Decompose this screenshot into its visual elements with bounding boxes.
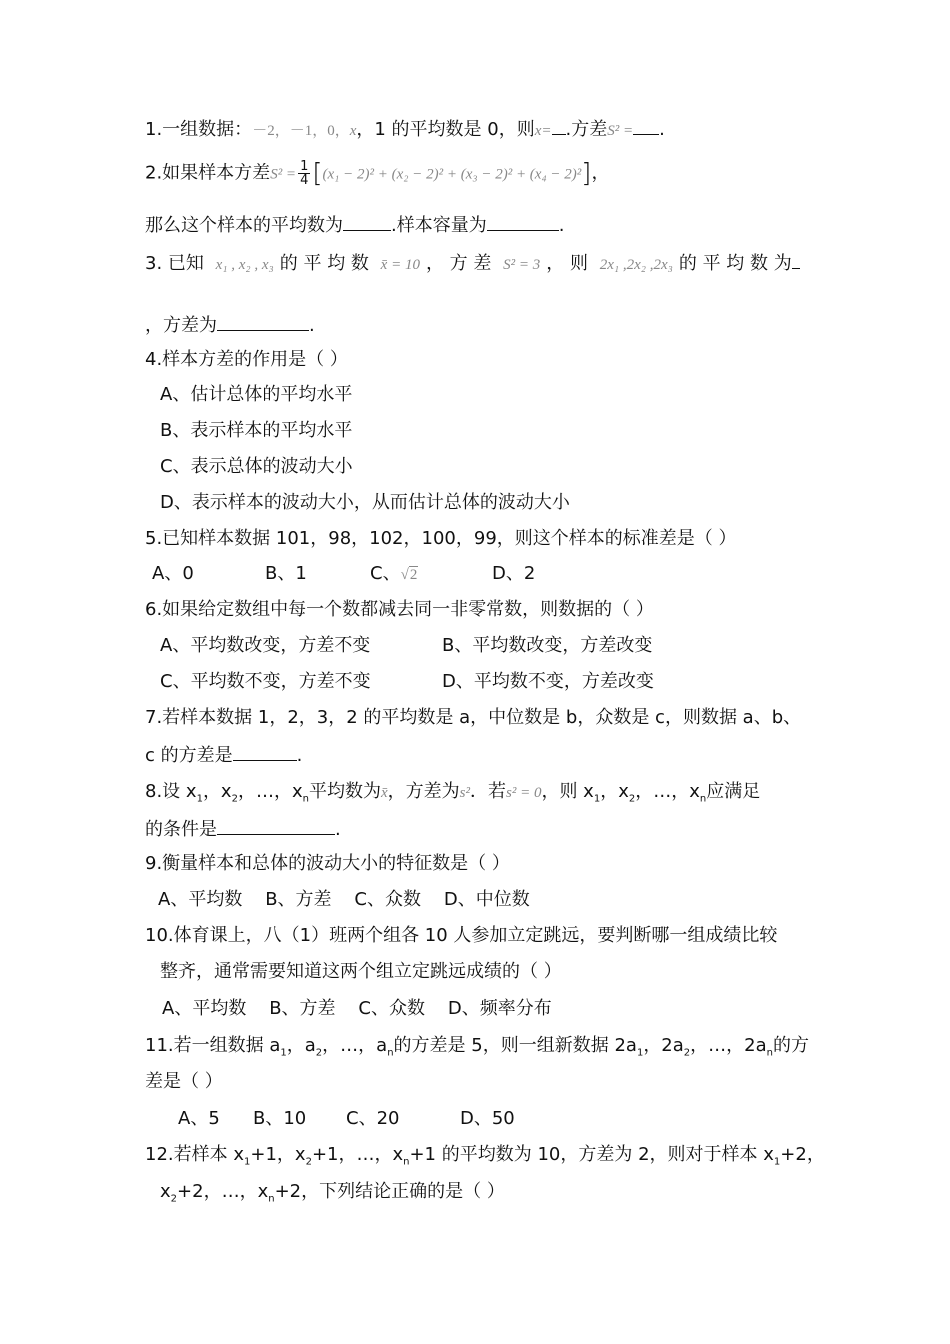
q12-l2a: x	[160, 1181, 171, 1202]
q11-line2: 差是（ ）	[145, 1071, 223, 1092]
q6-stem: 6.如果给定数组中每一个数都减去同一非零常数，则数据的（ ）	[145, 599, 654, 620]
q3-line2-b: .	[309, 315, 315, 336]
q8-cond: s² = 0	[505, 785, 542, 801]
q12-subnb: n	[268, 1193, 275, 1205]
q2-blank-size[interactable]	[487, 212, 559, 231]
q8-sub2: 2	[231, 793, 238, 805]
q8-e: ，方差为	[387, 781, 460, 802]
q4-option-a[interactable]: A、估计总体的平均水平	[160, 384, 353, 405]
q11-option-d[interactable]: D、50	[460, 1108, 515, 1129]
q12-a: 12.若样本 x	[145, 1144, 244, 1165]
q5-option-d[interactable]: D、2	[492, 563, 536, 584]
q6-option-a[interactable]: A、平均数改变，方差不变	[160, 635, 371, 656]
q12-subn: n	[403, 1156, 410, 1168]
q12-d: +1 的平均数为 10，方差为 2，则对于样本 x	[409, 1144, 774, 1165]
q4-stem: 4.样本方差的作用是（ ）	[145, 349, 348, 370]
q2-end: ，	[591, 162, 610, 184]
q11-option-a[interactable]: A、5	[178, 1108, 220, 1129]
q4-option-d[interactable]: D、表示样本的波动大小，从而估计总体的波动大小	[160, 492, 570, 513]
q11-b: ，a	[286, 1035, 316, 1056]
q5-option-a[interactable]: A、0	[152, 563, 194, 584]
q2-line2	[145, 212, 564, 238]
q2-line	[145, 160, 609, 187]
q12-l2b: +2，…，x	[177, 1181, 269, 1202]
q8-i: ，…，x	[635, 781, 700, 802]
q2-line2-c: .	[558, 215, 565, 236]
q9-options[interactable]: A、平均数 B、方差 C、众数 D、中位数	[158, 889, 530, 910]
q3-t1: 的 平 均 数	[279, 253, 369, 274]
q8-b: ，x	[202, 781, 232, 802]
q8-sub1b: 1	[593, 793, 601, 805]
q11-sub1b: 1	[636, 1047, 644, 1059]
q3-mean: x̄ = 10	[380, 257, 420, 273]
q12-l2c: +2，下列结论正确的是（ ）	[274, 1181, 505, 1202]
q8-sub2b: 2	[628, 793, 636, 805]
q12-b: +1，x	[250, 1144, 306, 1165]
q7-line1: 7.若样本数据 1，2，3，2 的平均数是 a，中位数是 b，众数是 c，则数据 a、b、	[145, 707, 802, 728]
q11-a: 11.若一组数据 a	[145, 1035, 281, 1056]
q1-sep: .方差	[565, 119, 608, 140]
q2-fraction	[298, 160, 310, 187]
q8-line2-a: 的条件是	[145, 819, 217, 840]
q5-sqrt-symbol: √	[400, 567, 409, 583]
q2-frac-den: 4	[300, 173, 309, 188]
q2-prefix: 2.如果样本方差	[145, 162, 271, 184]
q9-stem: 9.衡量样本和总体的波动大小的特征数是（ ）	[145, 853, 510, 874]
q2-line2-b: .样本容量为	[391, 215, 487, 236]
q5-option-b[interactable]: B、1	[265, 563, 307, 584]
q5-option-c[interactable]	[370, 562, 418, 587]
q2-line2-a: 那么这个样本的平均数为	[145, 215, 343, 236]
q11-option-b[interactable]: B、10	[253, 1108, 307, 1129]
q8-blank[interactable]	[217, 816, 335, 835]
q5-option-c-label: C、	[370, 563, 401, 584]
q11-sub2: 2	[315, 1047, 323, 1059]
q1-blank-variance[interactable]	[633, 116, 659, 135]
q12-sub1: 1	[244, 1156, 251, 1168]
q8-subnb: n	[699, 793, 707, 805]
q3-line	[145, 250, 800, 277]
q8-h: ，x	[600, 781, 629, 802]
q1-mid: ，1 的平均数是 0，则	[356, 119, 535, 140]
q3-t3: ， 则	[546, 253, 588, 274]
q1-line	[145, 116, 665, 143]
q5-option-c-value: 2	[409, 567, 418, 583]
q7-line2-b: .	[296, 745, 303, 766]
q8-d: 平均数为	[308, 781, 381, 802]
q1-end: .	[659, 119, 665, 140]
q8-a: 8.设 x	[145, 781, 197, 802]
q8-xbar: x̄	[380, 785, 388, 801]
q3-t4: 的 平 均 数 为	[678, 253, 792, 274]
q11-sub1: 1	[280, 1047, 287, 1059]
q8-sub1: 1	[196, 793, 203, 805]
q8-subn: n	[302, 793, 309, 805]
q11-subnb: n	[766, 1047, 773, 1059]
q2-frac-num: 1	[300, 159, 309, 174]
q12-e: +2，	[780, 1144, 825, 1165]
q2-right-bracket: ]	[581, 158, 592, 189]
q7-blank[interactable]	[233, 742, 297, 761]
q3-line2	[145, 312, 315, 338]
q3-line2-a: ，方差为	[145, 315, 217, 336]
q12-line1	[145, 1143, 825, 1175]
q1-x-eq: x=	[534, 123, 552, 139]
q11-option-c[interactable]: C、20	[346, 1108, 400, 1129]
q8-f: ．若	[469, 781, 506, 802]
q3-vars: x₁ , x₂ , x₃	[215, 257, 274, 273]
q11-f: ，…，2a	[690, 1035, 767, 1056]
q8-g: ，则 x	[541, 781, 594, 802]
q2-left-bracket: [	[312, 158, 323, 189]
q8-s2: s²	[459, 785, 470, 801]
q12-sub2: 2	[305, 1156, 312, 1168]
q2-formula-body: (x₁ − 2)² + (x₂ − 2)² + (x₃ − 2)² + (x₄ − 2)²	[322, 166, 582, 183]
q11-sub2b: 2	[683, 1047, 691, 1059]
q3-blank-mean[interactable]	[792, 250, 800, 269]
q1-var-x: x	[349, 123, 357, 139]
q8-c: ，…，x	[237, 781, 303, 802]
q12-sub2b: 2	[170, 1193, 178, 1205]
q8-line1	[145, 780, 760, 812]
q8-line2	[145, 816, 341, 842]
q10-line1: 10.体育课上，八（1）班两个组各 10 人参加立定跳远，要判断哪一组成绩比较	[145, 925, 778, 946]
q1-s2: S² =	[607, 123, 634, 139]
q3-var: S² = 3	[503, 257, 541, 273]
q12-c: +1，…，x	[311, 1144, 404, 1165]
q1-blank-x[interactable]	[552, 116, 566, 135]
q7-line2-a: c 的方差是	[145, 745, 233, 766]
q6-option-d[interactable]: D、平均数不变，方差改变	[442, 671, 654, 692]
q11-subn: n	[387, 1047, 394, 1059]
q11-g: 的方	[773, 1035, 809, 1056]
q7-line2	[145, 742, 302, 768]
q11-d: 的方差是 5，则一组新数据 2a	[393, 1035, 637, 1056]
q3-vars2: 2x₁ ,2x₂ ,2x₃	[599, 257, 673, 273]
q11-e: ，2a	[643, 1035, 684, 1056]
q5-stem: 5.已知样本数据 101，98，102，100，99，则这个样本的标准差是（ ）	[145, 528, 737, 549]
q6-option-b[interactable]: B、平均数改变，方差改变	[442, 635, 653, 656]
q12-sub1b: 1	[773, 1156, 781, 1168]
q3-blank-variance[interactable]	[217, 312, 309, 331]
q12-line2	[160, 1180, 505, 1212]
q2-blank-mean[interactable]	[343, 212, 391, 231]
q11-line1	[145, 1034, 809, 1066]
q3-t2: ， 方 差	[425, 253, 492, 274]
q11-c: ，…，a	[322, 1035, 388, 1056]
q1-data-list: －2，－1，0，	[252, 123, 350, 139]
q3-prefix: 3. 已知	[145, 253, 204, 274]
q8-line2-b: .	[335, 819, 341, 840]
q4-option-c[interactable]: C、表示总体的波动大小	[160, 456, 353, 477]
q10-line2: 整齐，通常需要知道这两个组立定跳远成绩的（ ）	[160, 961, 562, 982]
q4-option-b[interactable]: B、表示样本的平均水平	[160, 420, 353, 441]
q1-prefix: 1.一组数据：	[145, 119, 253, 140]
q2-formula-lhs: S² =	[270, 166, 297, 183]
q8-j: 应满足	[706, 781, 761, 802]
q10-options[interactable]: A、平均数 B、方差 C、众数 D、频率分布	[162, 998, 552, 1019]
q6-option-c[interactable]: C、平均数不变，方差不变	[160, 671, 371, 692]
